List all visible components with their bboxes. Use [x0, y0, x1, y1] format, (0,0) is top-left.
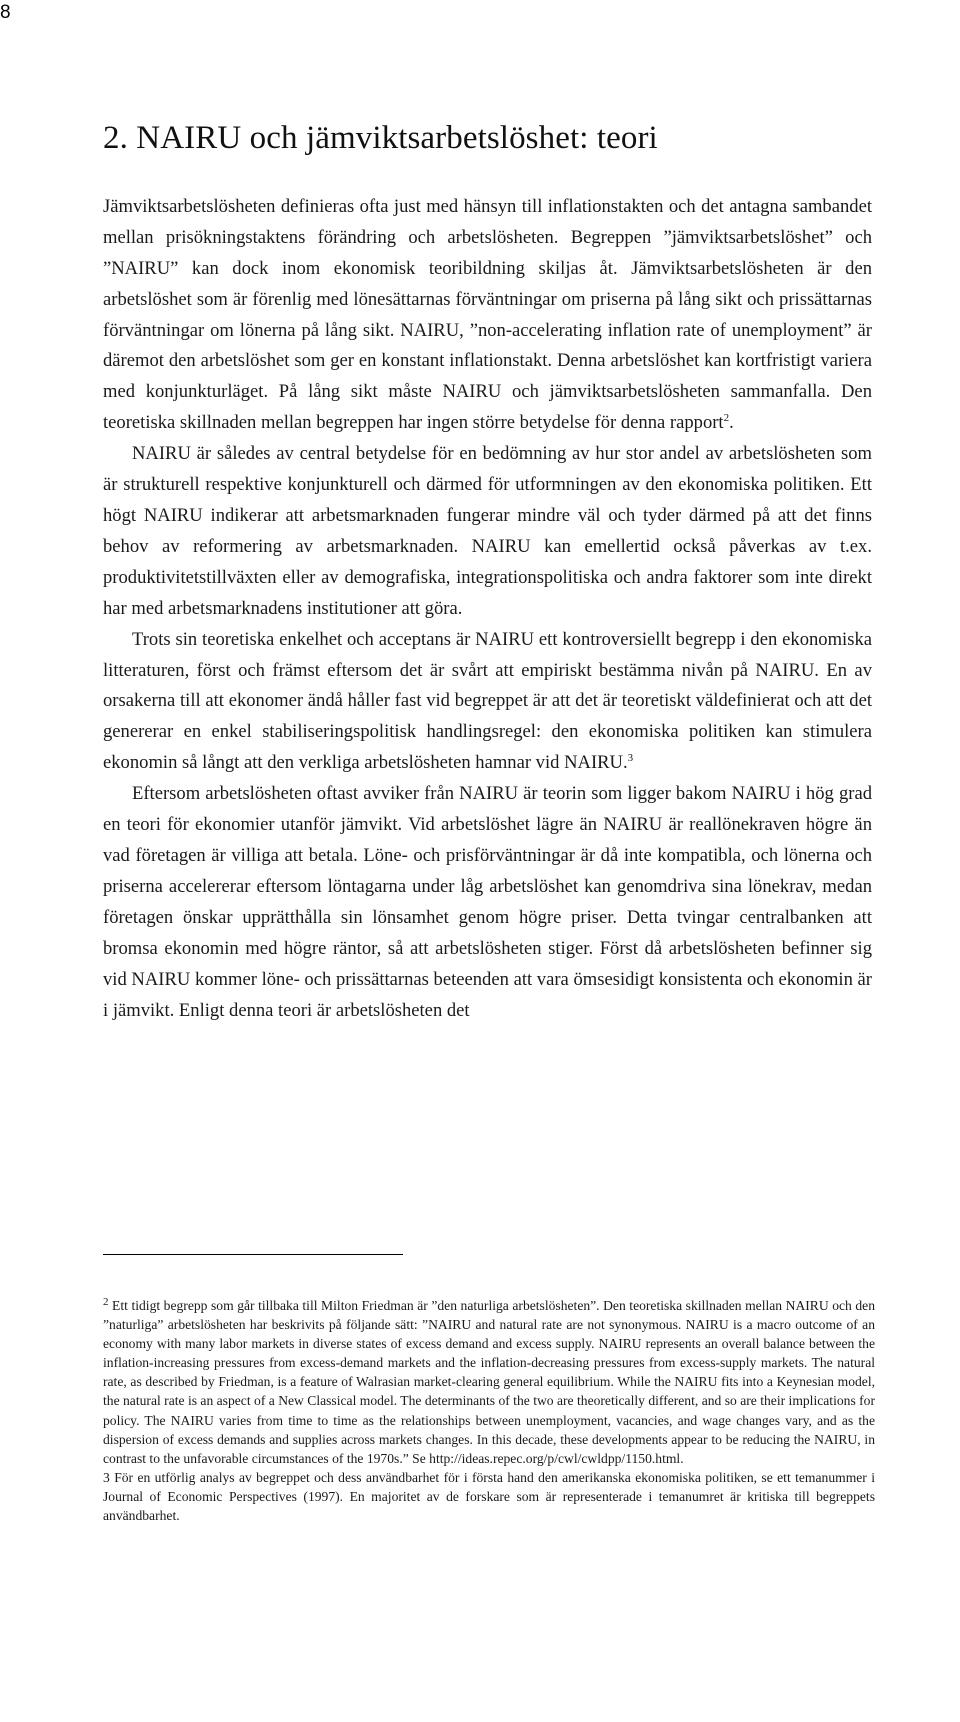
- footnote-3: [103, 1468, 875, 1525]
- footnote-number: 2: [103, 1296, 109, 1308]
- footnote-text: För en utförlig analys av begreppet och dess användbarhet för i första hand den amerikanska ekonomiska politiken, se ett temanummer i Journal of Economic Perspectives (1997). En majoritet av de forskare som är representerade i temanumret är kritiska till begreppets användbarhet.: [103, 1469, 875, 1524]
- main-content: [103, 120, 872, 1026]
- footnotes: [103, 1296, 875, 1525]
- body-paragraph-3: [103, 625, 872, 780]
- footnote-ref-2: 2: [723, 412, 730, 425]
- footnote-ref-3: 3: [627, 752, 634, 765]
- paragraph-text: Trots sin teoretiska enkelhet och acceptans är NAIRU ett kontroversiellt begrepp i den ekonomiska litteraturen, först och främst eftersom det är svårt att empiriskt bestämma nivån på NAIRU. En av orsakerna till att ekonomer ändå håller fast vid begreppet är att det är teoretiskt väldefinierat och att det genererar en enkel stabiliseringspolitisk handlingsregel: den ekonomiska politiken kan stimulera ekonomin så långt att den verkliga arbetslösheten hamnar vid NAIRU.: [103, 628, 872, 774]
- footnote-number: 3: [103, 1469, 110, 1485]
- paragraph-text: Eftersom arbetslösheten oftast avviker från NAIRU är teorin som ligger bakom NAIRU i hög grad en teori för ekonomier utanför jämvikt. Vid arbetslöshet lägre än NAIRU är reallönekraven högre än vad företagen är villiga att betala. Löne- och prisförväntningar är då inte kompatibla, och lönerna och priserna accelererar eftersom löntagarna under låg arbetslöshet kan genomdriva sina lönekrav, medan företagen önskar upprätthålla sin lönsamhet genom högre priser. Detta tvingar centralbanken att bromsa ekonomin med högre räntor, så att arbetslösheten stiger. Först då arbetslösheten befinner sig vid NAIRU kommer löne- och prissättarnas beteenden att vara ömsesidigt konsistenta och ekonomin är i jämvikt. Enligt denna teori är arbetslösheten det: [103, 783, 872, 1021]
- paragraph-text: NAIRU är således av central betydelse för en bedömning av hur stor andel av arbetslösheten som är strukturell respektive konjunkturell och därmed för utformningen av den ekonomiska politiken. Ett högt NAIRU indikerar att arbetsmarknaden fungerar mindre väl och tyder därmed på att det finns behov av reformering av arbetsmarknaden. NAIRU kan emellertid också påverkas av t.ex. produktivitetstillväxten eller av demografiska, integrationspolitiska och andra faktorer som inte direkt har med arbetsmarknadens institutioner att göra.: [103, 443, 872, 619]
- footnote-separator: [103, 1254, 403, 1255]
- footnote-2: [103, 1296, 875, 1468]
- paragraph-text: Jämviktsarbetslösheten definieras ofta just med hänsyn till inflationstakten och det antagna sambandet mellan prisökningstaktens förändring och arbetslösheten. Begreppen ”jämviktsarbetslöshet” och ”NAIRU” kan dock inom ekonomisk teoribildning skiljas åt. Jämviktsarbetslösheten är den arbetslöshet som är förenlig med lönesättarnas förväntningar om priserna på lång sikt och prissättarnas förväntningar om lönerna på lång sikt. NAIRU, ”non-accelerating inflation rate of unemployment” är däremot den arbetslöshet som ger en konstant inflationstakt. Denna arbetslöshet kan kortfristigt variera med konjunkturläget. På lång sikt måste NAIRU och jämviktsarbetslösheten sammanfalla. Den teoretiska skillnaden mellan begreppen har ingen större betydelse för denna rapport: [103, 195, 872, 434]
- body-paragraph-4: [103, 779, 872, 1026]
- section-heading: 2. NAIRU och jämviktsarbetslöshet: teori: [103, 120, 658, 156]
- paragraph-trailing: .: [729, 412, 734, 434]
- page-number: 8: [0, 2, 11, 23]
- body-paragraph-1: [103, 192, 872, 439]
- body-paragraph-2: [103, 439, 872, 624]
- footnote-text: Ett tidigt begrepp som går tillbaka till Milton Friedman är ”den naturliga arbetslösheten”. Den teoretiska skillnaden mellan NAIRU och den ”naturliga” arbetslösheten har beskrivits på följande sätt: ”NAIRU and natural rate are not synonymous. NAIRU is a macro outcome of an economy with many labor markets in diverse states of excess demand and excess supply. NAIRU represents an overall balance between the inflation-increasing pressures from excess-demand markets and the inflation-decreasing pressures from excess-supply markets. The natural rate, as described by Friedman, is a feature of Walrasian market-clearing general equilibrium. While the NAIRU fits into a Keynesian model, the natural rate is an aspect of a New Classical model. The determinants of the two are theoretically different, and so are their implications for policy. The NAIRU varies from time to time as the relationships between unemployment, vacancies, and wage changes vary, and as the dispersion of excess demands and supplies across markets changes. In this decade, these developments appear to be reducing the NAIRU, in contrast to the unfavorable circumstances of the 1970s.” Se http://ideas.repec.org/p/cwl/cwldpp/1150.html.: [103, 1298, 875, 1466]
